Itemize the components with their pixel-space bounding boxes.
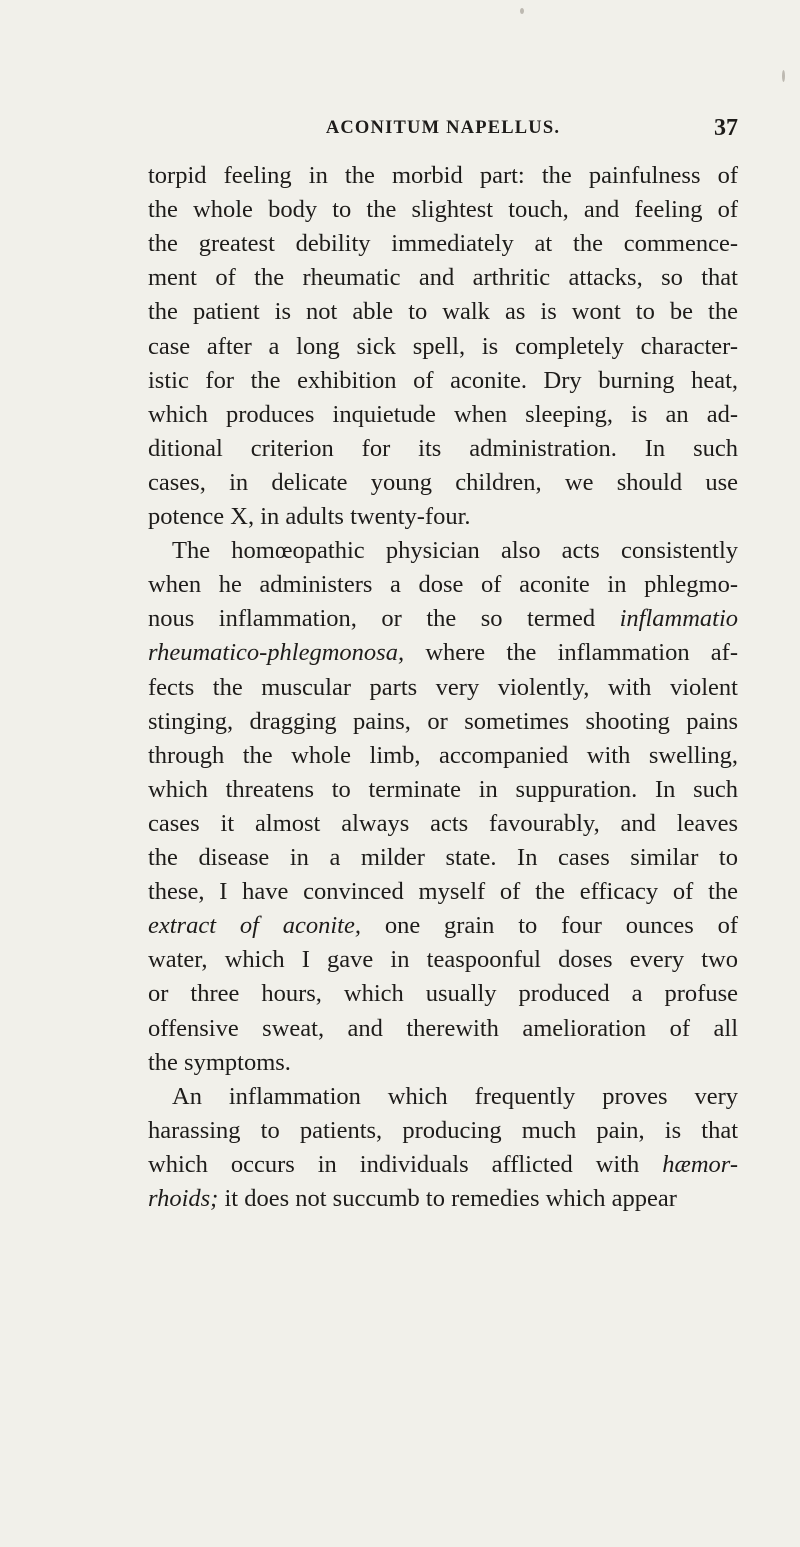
text-line — [148, 261, 738, 295]
text-line — [148, 330, 738, 364]
line-text: water, which I gave in teaspoonful doses every two — [148, 946, 738, 974]
running-title: ACONITUM NAPELLUS. — [325, 118, 561, 138]
text-line — [148, 1012, 738, 1046]
text-line — [148, 1148, 738, 1182]
text-line — [148, 705, 738, 739]
text-line — [148, 159, 738, 193]
italic-term: hæmor- — [662, 1150, 738, 1178]
line-text: through the whole limb, accompanied with swelling, — [148, 741, 738, 769]
italic-term: rhoids; — [148, 1185, 219, 1212]
text-line — [148, 398, 738, 432]
text-line — [148, 807, 738, 841]
text-line — [148, 739, 738, 773]
line-text: nous inflammation, or the so termed — [148, 605, 620, 633]
line-text: offensive sweat, and therewith amelioration of all — [148, 1014, 738, 1042]
text-line — [148, 841, 738, 875]
line-text: which threatens to terminate in suppuration. In such — [148, 775, 738, 803]
line-text: the patient is not able to walk as is wont to be the — [148, 298, 738, 326]
paper-speck — [520, 8, 524, 14]
line-text: istic for the exhibition of aconite. Dry burning heat, — [148, 366, 738, 394]
line-text: which occurs in individuals afflicted with — [148, 1150, 663, 1178]
text-line — [148, 364, 738, 398]
text-line — [148, 671, 738, 705]
line-text-continued: one grain to four ounces of — [360, 912, 738, 940]
line-text: these, I have convinced myself of the efficacy of the — [148, 878, 738, 906]
line-text: the disease in a milder state. In cases similar to — [148, 844, 738, 871]
text-line — [148, 193, 738, 227]
text-line — [148, 773, 738, 807]
text-line — [148, 432, 738, 466]
line-text: cases, in delicate young children, we should use — [148, 468, 738, 496]
line-text: which produces inquietude when sleeping, is an ad- — [148, 400, 738, 428]
line-text: or three hours, which usually produced a profuse — [148, 980, 738, 1008]
line-text: ment of the rheumatic and arthritic attacks, so that — [148, 264, 738, 292]
line-text: potence X, in adults twenty-four. — [148, 503, 471, 530]
line-text: case after a long sick spell, is completely character- — [148, 332, 738, 360]
line-text: the greatest debility immediately at the commence- — [148, 230, 738, 258]
text-line — [148, 500, 738, 534]
text-line — [148, 875, 738, 909]
italic-term: inflammatio — [619, 605, 738, 633]
text-line — [148, 466, 738, 500]
italic-term: rheumatico-phlegmonosa, — [148, 639, 405, 667]
line-text: the symptoms. — [148, 1048, 291, 1076]
text-line — [172, 1080, 738, 1114]
text-line — [148, 977, 738, 1011]
line-text-continued: where the inflammation af- — [404, 639, 738, 667]
text-line — [148, 943, 738, 977]
line-text: ditional criterion for its administration. In such — [148, 434, 738, 462]
line-text: stinging, dragging pains, or sometimes shooting pains — [148, 707, 738, 735]
text-line — [148, 227, 738, 261]
italic-term: extract of aconite, — [148, 912, 361, 940]
text-line — [148, 636, 738, 670]
line-text: The homœopathic physician also acts consistently — [172, 537, 738, 565]
line-text: when he administers a dose of aconite in phlegmo- — [148, 571, 738, 599]
text-line — [148, 295, 738, 329]
line-text: fects the muscular parts very violently, with violent — [148, 673, 738, 701]
line-text: torpid feeling in the morbid part: the painfulness of — [148, 162, 738, 189]
text-line — [148, 568, 738, 602]
line-text: harassing to patients, producing much pain, is that — [148, 1116, 738, 1144]
line-text: the whole body to the slightest touch, and feeling of — [148, 196, 738, 224]
text-line — [148, 1182, 738, 1216]
text-line — [148, 1046, 738, 1080]
line-text-continued: it does not succumb to remedies which appear — [218, 1185, 677, 1212]
text-line — [172, 534, 738, 568]
text-line — [148, 602, 738, 636]
page-number: 37 — [714, 115, 738, 141]
line-text: An inflammation which frequently proves very — [172, 1082, 738, 1110]
running-head — [148, 115, 738, 148]
text-line — [148, 909, 738, 943]
paper-speck — [782, 70, 785, 82]
line-text: cases it almost always acts favourably, and leaves — [148, 809, 738, 837]
text-line — [148, 1114, 738, 1148]
